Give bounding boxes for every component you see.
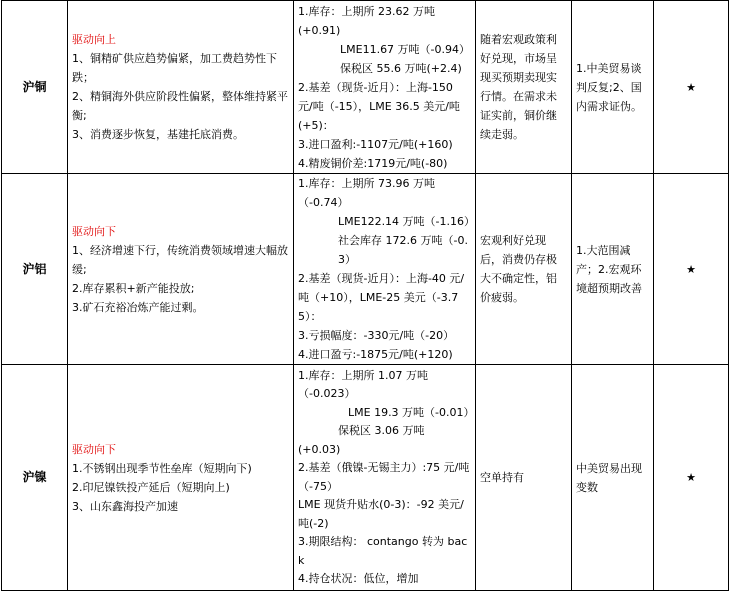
lme-inventory: LME 19.3 万吨（-0.01） [348, 405, 475, 419]
risk-cell [572, 1, 654, 174]
rating-star-icon: ★ [654, 174, 729, 365]
factor-item: 3.矿石充裕冶炼产能过剩。 [72, 300, 204, 314]
market-view: 宏观利好兑现后，消费仍存极大不确定性，铝价疲弱。 [480, 234, 557, 304]
factor-item: 3、消费逐步恢复，基建托底消费。 [72, 128, 244, 141]
rating-star-icon: ★ [654, 365, 729, 591]
spread-line: 4.精废铜价差:1719元/吨(-80) [298, 156, 448, 170]
factors-cell [68, 365, 294, 591]
lme-premium: LME 现货升贴水(0-3)：-92 美元/吨(-2) [298, 498, 464, 530]
inventory-line: 1.库存：上期所 23.62 万吨 [298, 4, 435, 18]
position-status: 4.持仓状况：低位，增加 [298, 572, 419, 585]
factor-item: 1、经济增速下行，传统消费领域增速大幅放缓; [72, 243, 288, 276]
market-view: 空单持有 [480, 471, 524, 484]
drive-direction: 驱动向下 [72, 442, 116, 456]
factor-item: 2.库存累积+新产能投放; [72, 281, 195, 295]
risk-text: 中美贸易出现变数 [576, 461, 642, 494]
risk-cell [572, 174, 654, 365]
inventory-change: （-0.74） [298, 196, 349, 209]
drive-direction: 驱动向下 [72, 224, 116, 238]
table-row [2, 365, 729, 591]
rating-star-icon: ★ [654, 1, 729, 174]
risk-text: 1.中美贸易谈判反复;2、国内需求证伪。 [576, 61, 642, 113]
view-cell [476, 174, 572, 365]
inventory-change: (+0.91) [298, 23, 341, 37]
commodity-name: 沪镍 [2, 365, 68, 591]
commodity-name: 沪铜 [2, 1, 68, 174]
factor-item: 2.印尼镍铁投产延后（短期向上) [72, 480, 230, 494]
view-cell [476, 1, 572, 174]
risk-cell [572, 365, 654, 591]
factor-item: 3、山东鑫海投产加速 [72, 499, 178, 513]
loss-margin: 3.亏损幅度：-330元/吨（-20） [298, 329, 455, 342]
import-profit: 3.进口盈利:-1107元/吨(+160) [298, 137, 453, 151]
commodity-name: 沪铝 [2, 174, 68, 365]
risk-text: 1.大范围减产；2.宏观环境超预期改善 [576, 243, 642, 295]
table-row [2, 1, 729, 174]
factor-item: 1.不锈钢出现季节性垒库（短期向下) [72, 461, 252, 475]
data-cell [294, 174, 476, 365]
bonded-inventory: 保税区 3.06 万吨 [338, 424, 425, 437]
basis-line: 2.基差（俄镍-无锡主力）:75 元/吨（-75） [298, 461, 470, 493]
term-structure: 3.期限结构： contango 转为 back [298, 535, 468, 567]
basis-line: 2.基差（现货-近月）：上海-150 元/吨（-15），LME 36.5 美元/吨(+5)： [298, 80, 460, 132]
market-view: 随着宏观政策利好兑现，市场呈现买预期卖现实行情。在需求未证实前，铜价继续走弱。 [480, 33, 557, 141]
data-cell [294, 365, 476, 591]
factor-item: 1、铜精矿供应趋势偏紧，加工费趋势性下跌； [72, 52, 277, 84]
factor-item: 2、精铜海外供应阶段性偏紧，整体维持紧平衡; [72, 90, 288, 122]
inventory-line: 1.库存：上期所 1.07 万吨 [298, 368, 428, 382]
commodity-table [1, 0, 729, 591]
import-profit: 4.进口盈亏:-1875元/吨(+120) [298, 348, 453, 361]
view-cell [476, 365, 572, 591]
inventory-line: 1.库存：上期所 73.96 万吨 [298, 177, 435, 190]
basis-line: 2.基差（现货-近月）：上海-40 元/吨（+10），LME-25 美元（-3.75）： [298, 272, 465, 323]
inventory-change: （-0.023） [298, 387, 356, 400]
data-cell [294, 1, 476, 174]
table-row [2, 174, 729, 365]
factors-cell [68, 1, 294, 174]
drive-direction: 驱动向上 [72, 33, 116, 46]
lme-inventory: LME11.67 万吨（-0.94） [340, 42, 471, 56]
lme-inventory: LME122.14 万吨（-1.16） [338, 215, 476, 228]
bonded-change: (+0.03) [298, 442, 341, 456]
factors-cell [68, 174, 294, 365]
social-inventory: 社会库存 172.6 万吨（-0.3） [338, 234, 468, 266]
bonded-inventory: 保税区 55.6 万吨(+2.4) [340, 61, 462, 75]
